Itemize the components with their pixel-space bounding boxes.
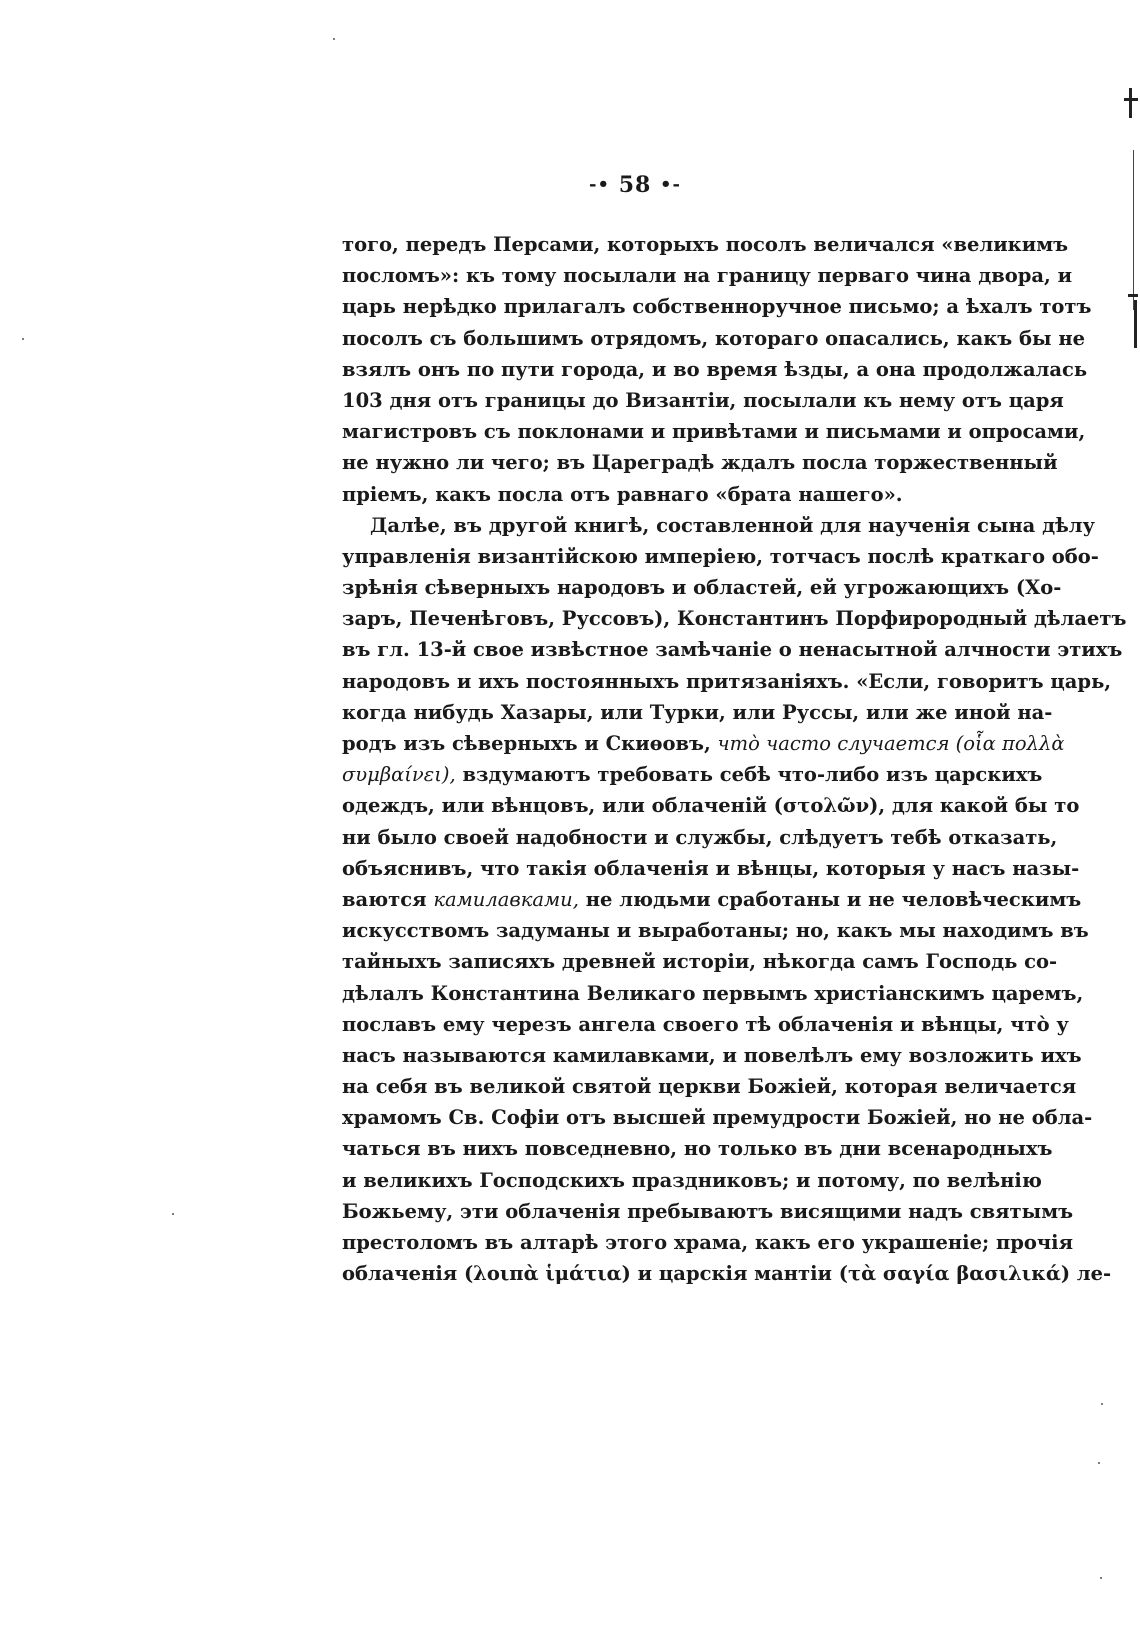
text-line: когда нибудь Хазары, или Турки, или Руссы, или же иной на-	[342, 700, 1053, 724]
text-line: народовъ и ихъ постоянныхъ притязаніяхъ. «Если, говоритъ царь,	[342, 669, 1112, 693]
text-line	[342, 759, 1043, 790]
text-line: облаченія (λοιπὰ ἱμάτια) и царскія мантіи (τὰ σαγία βασιλικά) ле-	[342, 1262, 1112, 1286]
text-line: храмомъ Св. Софіи отъ высшей премудрости Божіей, но не обла-	[342, 1106, 1093, 1130]
text-line: тайныхъ записяхъ древней исторіи, нѣкогда самъ Господь со-	[342, 950, 1058, 974]
text-line: ни было своей надобности и службы, слѣдуетъ тебѣ отказать,	[342, 825, 1058, 849]
text-line	[342, 884, 1082, 915]
scan-speck	[333, 38, 335, 40]
text-line: на себя въ великой святой церкви Божіей, которая величается	[342, 1075, 1077, 1099]
scan-speck	[1100, 1577, 1102, 1579]
text-line: пославъ ему черезъ ангела своего тѣ облаченія и вѣнцы, что̀ у	[342, 1012, 1069, 1036]
ornament-right: •-	[659, 174, 681, 195]
italic-run: συμβαίνει),	[342, 763, 456, 787]
text-line: одеждъ, или вѣнцовъ, или облаченій (στολῶν), для какой бы то	[342, 794, 1080, 818]
italic-run: что̀ часто случается (οἷα πολλὰ	[717, 732, 1065, 755]
page-number	[0, 172, 1140, 198]
text-line: 103 дня отъ границы до Византіи, посылали къ нему отъ царя	[342, 388, 1064, 412]
body-text	[342, 229, 1127, 1289]
text-line: зрѣнія сѣверныхъ народовъ и областей, ей угрожающихъ (Хо-	[342, 576, 1062, 600]
text-line: престоломъ въ алтарѣ этого храма, какъ его украшеніе; прочія	[342, 1231, 1073, 1254]
text-line: магистровъ съ поклонами и привѣтами и письмами и опросами,	[342, 420, 1086, 444]
text-line: царь нерѣдко прилагалъ собственноручное письмо; а ѣхалъ тотъ	[342, 295, 1092, 319]
text-line: посолъ съ большимъ отрядомъ, котораго опасались, какъ бы не	[342, 326, 1086, 350]
text-line	[342, 728, 1065, 759]
text-run: не людьми сработаны и не человѣческимъ	[578, 887, 1082, 911]
scan-edge-mark	[1128, 294, 1138, 297]
scan-speck	[172, 1213, 174, 1215]
scan-edge-mark	[1129, 88, 1132, 118]
text-line: взялъ онъ по пути города, и во время ѣзды, а она продолжалась	[342, 357, 1088, 381]
scan-edge-mark	[1124, 98, 1138, 101]
scan-speck	[22, 338, 24, 340]
text-line: Божьему, эти облаченія пребываютъ висящими надъ святымъ	[342, 1199, 1074, 1223]
italic-run: камилавками,	[433, 887, 579, 911]
text-line: дѣлалъ Константина Великаго первымъ христіанскимъ царемъ,	[342, 981, 1084, 1005]
scan-speck	[1098, 1462, 1100, 1464]
text-line: посломъ»: къ тому посылали на границу перваго чина двора, и	[342, 264, 1073, 288]
text-run: родъ изъ сѣверныхъ и Скиѳовъ,	[342, 732, 718, 755]
text-line: пріемъ, какъ посла отъ равнаго «брата нашего».	[342, 482, 903, 506]
text-line: заръ, Печенѣговъ, Руссовъ), Константинъ Порфирородный дѣлаетъ	[342, 607, 1127, 631]
scan-speck	[1101, 1403, 1103, 1405]
text-line: не нужно ли чего; въ Цареградѣ ждалъ посла торжественный	[342, 451, 1058, 475]
text-line: искусствомъ задуманы и выработаны; но, какъ мы находимъ въ	[342, 919, 1089, 943]
ornament-left: -•	[589, 174, 611, 195]
text-run: ваются	[342, 887, 434, 911]
scan-edge-mark	[1133, 150, 1134, 310]
text-run: вздумаютъ требовать себѣ что-либо изъ царскихъ	[455, 763, 1043, 787]
scan-edge-mark	[1134, 300, 1137, 348]
text-line: того, передъ Персами, которыхъ посолъ величался «великимъ	[342, 233, 1069, 256]
text-line: управленія византійскою имперіею, тотчасъ послѣ краткаго обо-	[342, 544, 1099, 568]
text-line: въ гл. 13-й свое извѣстное замѣчаніе о ненасытной алчности этихъ	[342, 638, 1123, 662]
page-number-value: 58	[618, 172, 652, 198]
text-line: чаться въ нихъ повседневно, но только въ дни всенародныхъ	[342, 1137, 1053, 1161]
text-line: насъ называются камилавками, и повелѣлъ ему возложить ихъ	[342, 1043, 1082, 1067]
text-line: и великихъ Господскихъ праздниковъ; и потому, по велѣнію	[342, 1168, 1042, 1192]
text-line: объяснивъ, что такія облаченія и вѣнцы, которыя у насъ назы-	[342, 856, 1080, 880]
text-line: Далѣе, въ другой книгѣ, составленной для наученія сына дѣлу	[370, 513, 1096, 537]
